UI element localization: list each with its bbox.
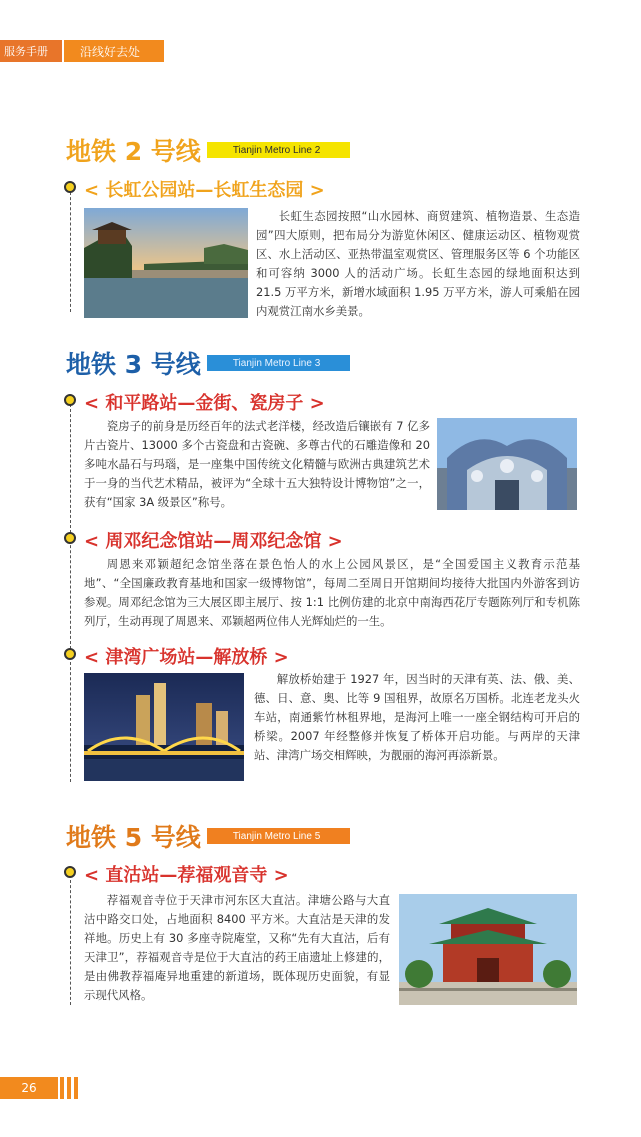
station-title-changhong: < 长虹公园站—长虹生态园 > (84, 180, 325, 201)
route-dashed-line (70, 404, 71, 649)
station-title-heping: < 和平路站—金街、瓷房子 > (84, 393, 325, 414)
line-5-english-tag: Tianjin Metro Line 5 (207, 828, 350, 844)
location-pin-icon (64, 648, 76, 660)
zhoudeng-description: 周恩来邓颖超纪念馆坐落在景色怡人的水上公园风景区，是“全国爱国主义教育示范基地”、“全国廉政教育基地和国家一级博物馆”，每周二至周日开馆期间均接待大批国内外游客到访参观。周邓纪念馆为三大展区即主展厅、按 1:1 比例仿建的北京中南海西花厅专题陈列厅和专机陈列厅，生动再现了周恩来、邓颖超两位伟人光辉灿烂的一生。 (84, 557, 580, 628)
jiefang-bridge-photo (84, 673, 244, 781)
porcelain-house-photo (437, 418, 577, 510)
line-5-heading (66, 818, 350, 854)
route-dashed-line (70, 662, 71, 782)
station-title-jinwan: < 津湾广场站—解放桥 > (84, 647, 289, 668)
location-pin-icon (64, 181, 76, 193)
jinwan-description: 解放桥始建于 1927 年，因当时的天津有英、法、俄、美、德、日、意、奥、比等 9 国租界，故原名万国桥。北连老龙头火车站，南通紫竹林租界地，是海河上唯一一座全钢结构可开启的桥梁。2007 年经整修并恢复了桥体开启功能。与两岸的天津站、津湾广场交相辉映，为靓丽的海河再添新景。 (254, 672, 580, 762)
station-title-zhigu: < 直沽站—荐福观音寺 > (84, 865, 289, 886)
line-3-english-tag: Tianjin Metro Line 3 (207, 355, 350, 371)
section-label: 服务手册 (0, 40, 62, 62)
line-3-heading (66, 345, 350, 381)
location-pin-icon (64, 394, 76, 406)
line-5-title: 地铁 5 号线 (66, 823, 201, 852)
line-2-english-tag: Tianjin Metro Line 2 (207, 142, 350, 158)
section-title: 沿线好去处 (64, 40, 164, 62)
heping-description: 瓷房子的前身是历经百年的法式老洋楼，经改造后镶嵌有 7 亿多片古瓷片、13000 多个古瓷盘和古瓷碗、多尊古代的石雕造像和 20 多吨水晶石与玛瑙，是一座集中国传统文化精髓与欧洲古典建筑艺术于一身的当代艺术精品，被评为“全球十五大独特设计博物馆”之一，获有“国家 3A 级景区”称号。 (84, 419, 430, 509)
page-header (0, 40, 164, 62)
location-pin-icon (64, 532, 76, 544)
line-3-title: 地铁 3 号线 (66, 350, 201, 379)
page-number: 26 (0, 1077, 58, 1099)
location-pin-icon (64, 866, 76, 878)
changhong-park-photo (84, 208, 248, 318)
footer-decoration (60, 1077, 81, 1099)
route-dashed-line (70, 192, 71, 312)
zhigu-description: 荐福观音寺位于天津市河东区大直沽。津塘公路与大直沽中路交口处，占地面积 8400 平方米。大直沽是天津的发祥地。历史上有 30 多座寺院庵堂，又称“先有大直沽，后有天津卫”，荐福观音寺是位于大直沽的药王庙遗址上修建的，是由佛教荐福庵异地重建的新道场，既体现历史面貌，有显示现代风格。 (84, 893, 390, 1002)
station-title-zhoudeng: < 周邓纪念馆站—周邓纪念馆 > (84, 531, 343, 552)
route-dashed-line (70, 880, 71, 1005)
jianfu-temple-photo (399, 894, 577, 1005)
line-2-title: 地铁 2 号线 (66, 137, 201, 166)
changhong-description: 长虹生态园按照“山水园林、商贸建筑、植物造景、生态造园”四大原则，把布局分为游览休闲区、健康运动区、植物观赏区、水上活动区、亚热带温室观赏区、管理服务区等 6 个功能区和可容纳 3000 人的活动广场。长虹生态园的绿地面积达到 21.5 万平方米，新增水域面积 1.95 万平方米，游人可乘船在园内观赏江南水乡美景。 (256, 209, 580, 318)
line-2-heading (66, 132, 350, 168)
